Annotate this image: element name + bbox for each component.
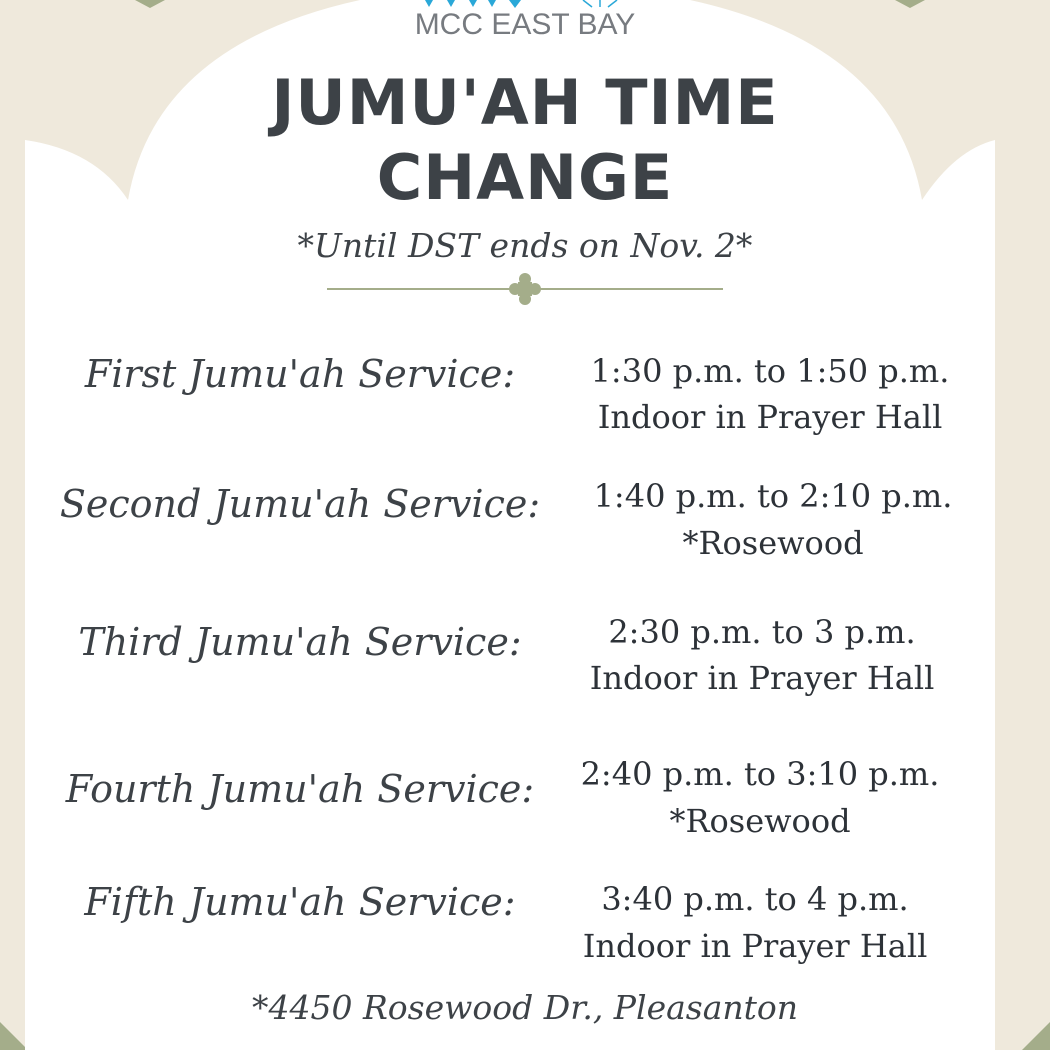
- service-location-fifth: Indoor in Prayer Hall: [582, 927, 928, 965]
- service-location-third: Indoor in Prayer Hall: [589, 659, 935, 697]
- service-label-fifth: Fifth Jumu'ah Service:: [84, 880, 516, 924]
- service-time-third: 2:30 p.m. to 3 p.m.: [608, 613, 916, 651]
- flower-ornament-icon: [509, 273, 541, 305]
- page-title-line-2: CHANGE: [376, 141, 674, 214]
- service-label-second: Second Jumu'ah Service:: [59, 482, 541, 526]
- service-time-first: 1:30 p.m. to 1:50 p.m.: [590, 352, 950, 390]
- subtitle: *Until DST ends on Nov. 2*: [297, 226, 753, 265]
- service-time-fourth: 2:40 p.m. to 3:10 p.m.: [580, 755, 940, 793]
- ornament-divider: [327, 270, 723, 310]
- service-time-second: 1:40 p.m. to 2:10 p.m.: [593, 477, 953, 515]
- service-location-first: Indoor in Prayer Hall: [597, 398, 943, 436]
- service-label-fourth: Fourth Jumu'ah Service:: [65, 767, 535, 811]
- address-footnote: *4450 Rosewood Dr., Pleasanton: [251, 988, 799, 1027]
- org-name: MCC EAST BAY: [414, 8, 636, 41]
- service-location-fourth: *Rosewood: [669, 802, 851, 840]
- service-label-first: First Jumu'ah Service:: [84, 352, 516, 396]
- page-title-line-1: JUMU'AH TIME: [271, 66, 779, 139]
- service-time-fifth: 3:40 p.m. to 4 p.m.: [601, 880, 909, 918]
- service-label-third: Third Jumu'ah Service:: [78, 620, 522, 664]
- service-location-second: *Rosewood: [682, 524, 864, 562]
